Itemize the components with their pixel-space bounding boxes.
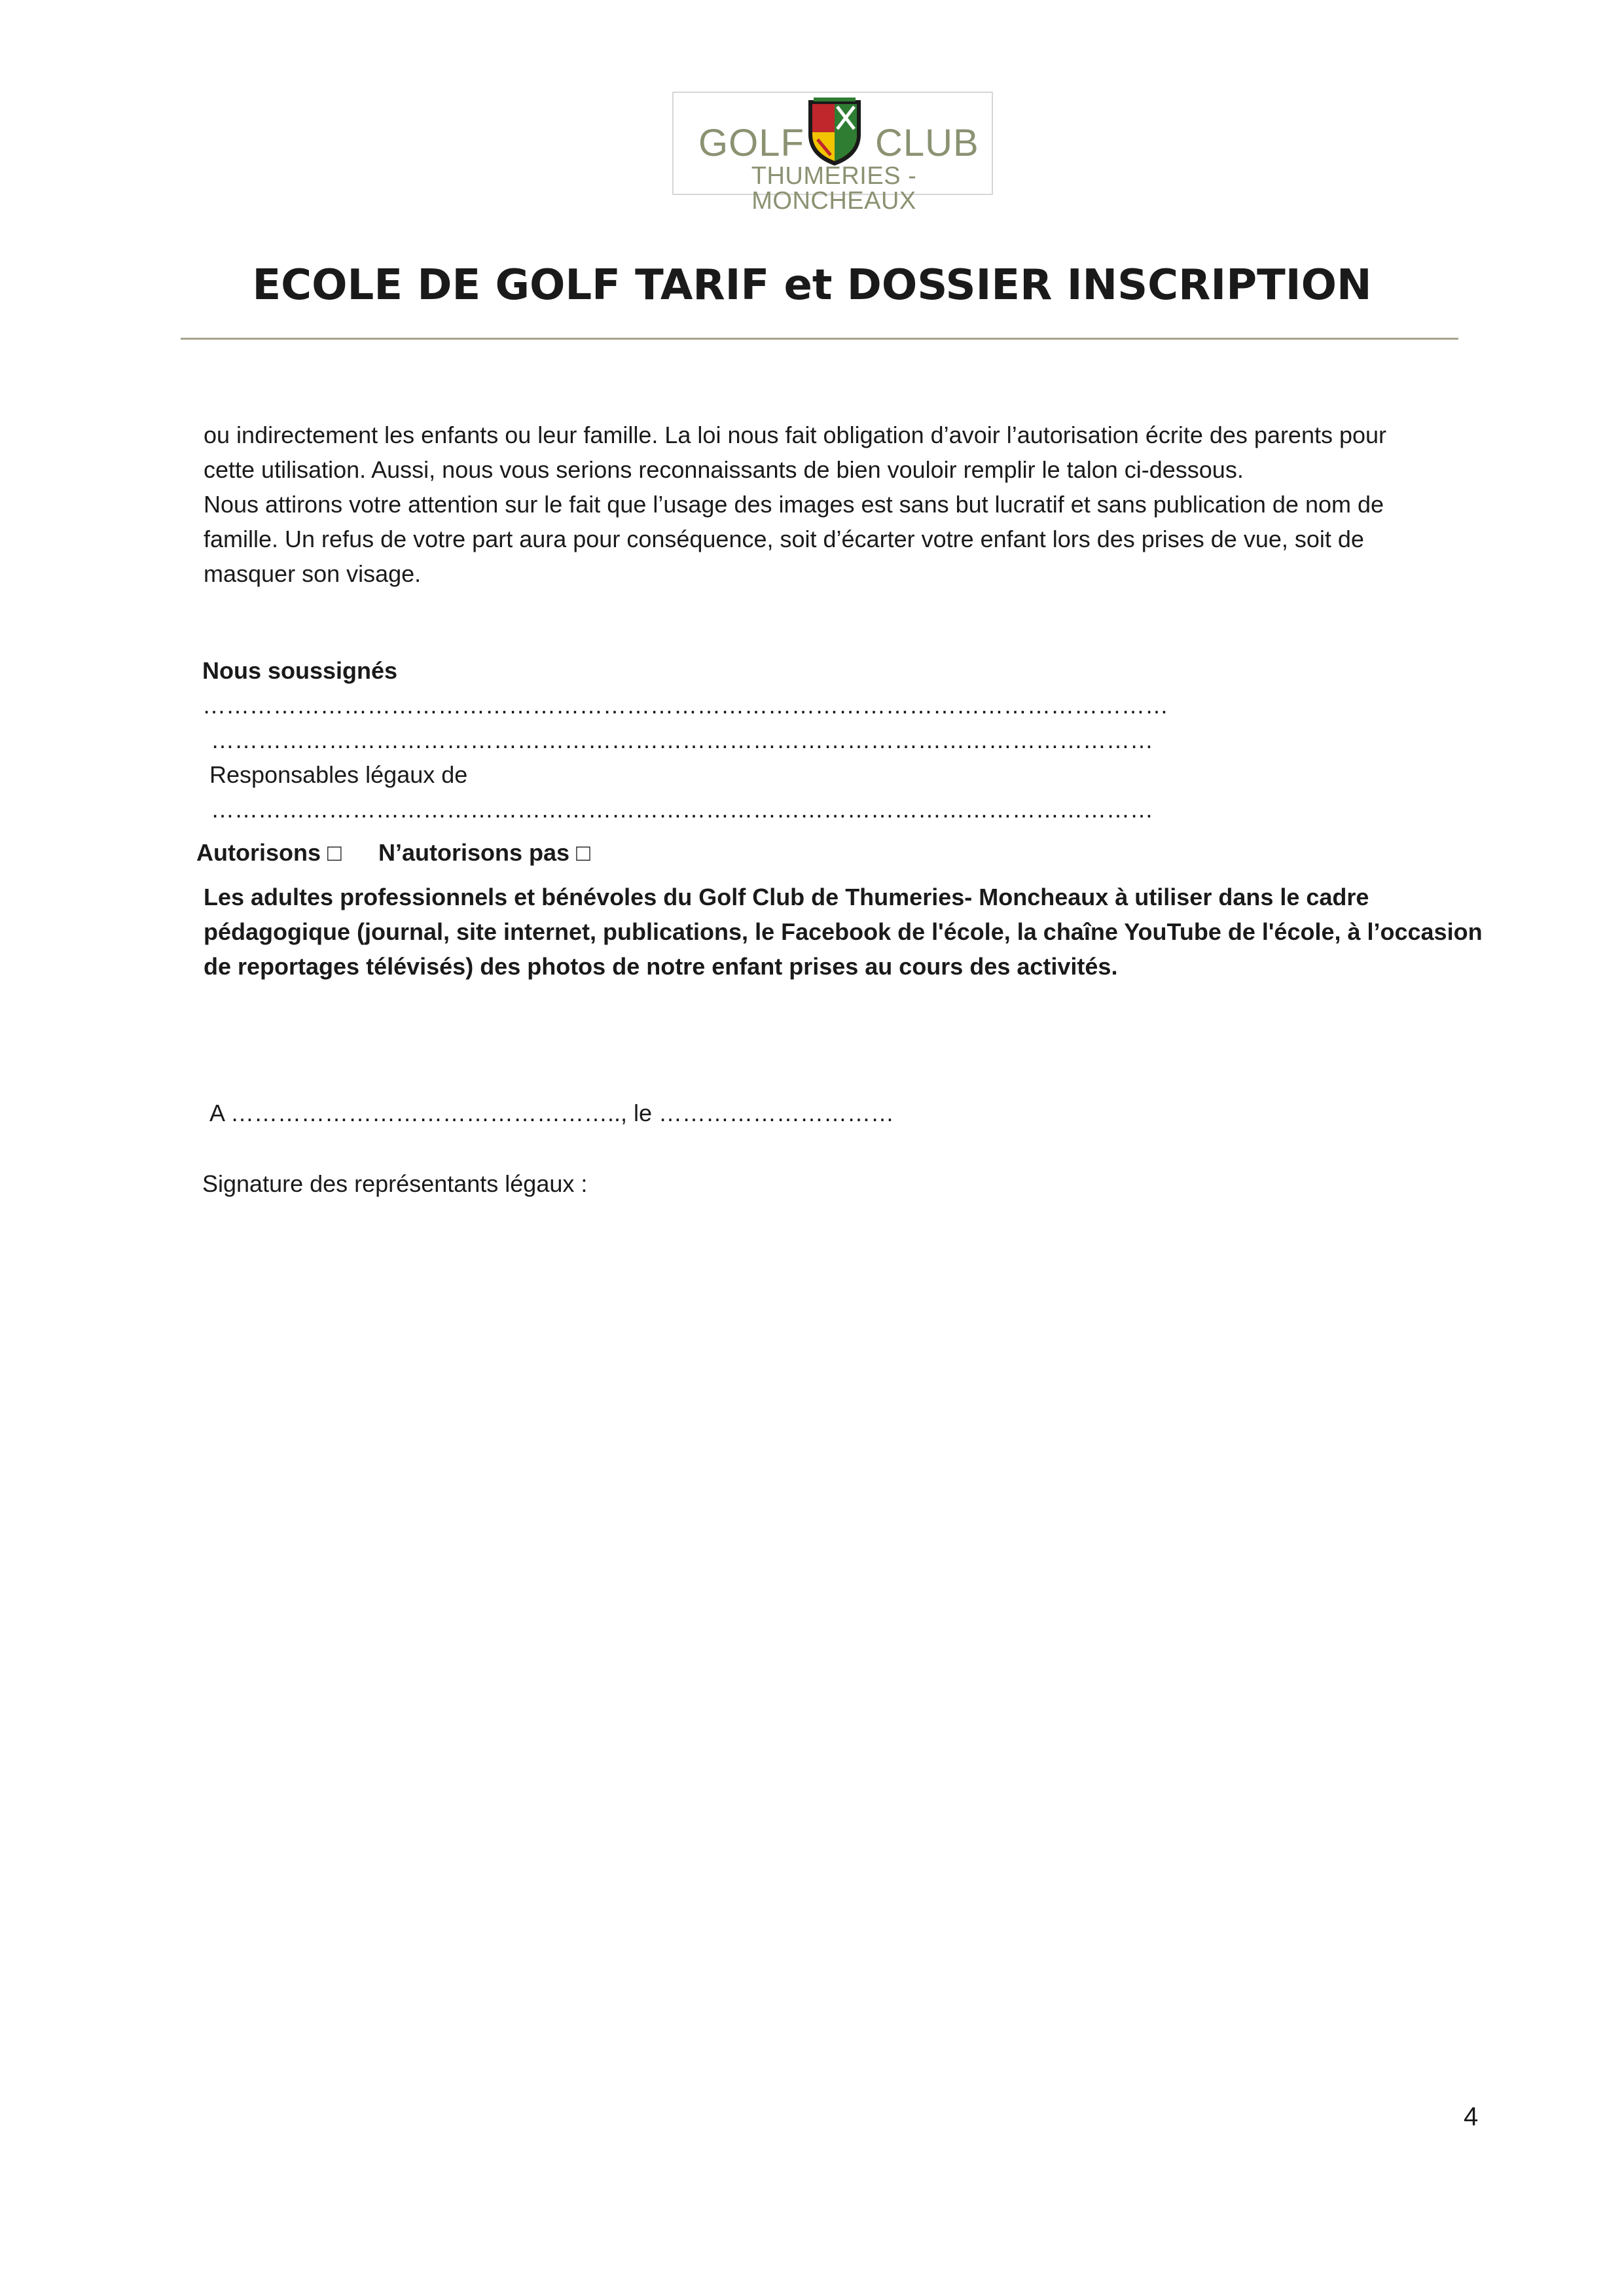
- place-date-field[interactable]: A ………………………………………….., le …………………………: [209, 1100, 895, 1126]
- logo-subtitle: THUMERIES - MONCHEAUX: [751, 162, 917, 215]
- intro-line: famille. Un refus de votre part aura pour conséquence, soit d’écarter votre enfant lors des prises de vue, soit de: [204, 526, 1364, 552]
- logo-golf-word: GOLF: [698, 122, 804, 164]
- intro-line: ou indirectement les enfants ou leur famille. La loi nous fait obligation d’avoir l’autorisation écrite des parents pour: [204, 422, 1387, 448]
- page-number: 4: [1464, 2102, 1479, 2131]
- not-authorize-checkbox[interactable]: N’autorisons pas □: [378, 839, 590, 866]
- consent-line: de reportages télévisés) des photos de notre enfant prises au cours des activités.: [204, 953, 1118, 980]
- signature-label: Signature des représentants légaux :: [202, 1170, 588, 1197]
- logo-club-word: CLUB: [875, 122, 979, 164]
- intro-line: cette utilisation. Aussi, nous vous serions reconnaissants de bien vouloir remplir le talon ci-dessous.: [204, 456, 1244, 483]
- legal-guardians-label: Responsables légaux de: [209, 761, 468, 788]
- undersigned-name-field-2[interactable]: …………………………………………………………………………………………………………: [211, 726, 1153, 753]
- child-name-field[interactable]: …………………………………………………………………………………………………………: [211, 796, 1153, 823]
- crest-icon: [804, 96, 865, 168]
- undersigned-name-field[interactable]: ……………………………………………………………………………………………………………: [202, 692, 1168, 719]
- authorize-checkbox[interactable]: Autorisons □: [196, 839, 342, 866]
- title-divider: [181, 338, 1458, 340]
- page-title: ECOLE DE GOLF TARIF et DOSSIER INSCRIPTION: [252, 261, 1372, 310]
- intro-line: masquer son visage.: [204, 560, 422, 587]
- consent-line: Les adultes professionnels et bénévoles du Golf Club de Thumeries- Moncheaux à utiliser dans le cadre: [204, 884, 1369, 910]
- intro-paragraph: [204, 418, 1447, 591]
- undersigned-label: Nous soussignés: [202, 657, 398, 684]
- golf-club-logo: [672, 92, 993, 215]
- intro-line: Nous attirons votre attention sur le fait que l’usage des images est sans but lucratif et sans publication de nom de: [204, 491, 1384, 518]
- consent-line: pédagogique (journal, site internet, publications, le Facebook de l'école, la chaîne YouTube de l'école, à l’occasion: [204, 918, 1483, 945]
